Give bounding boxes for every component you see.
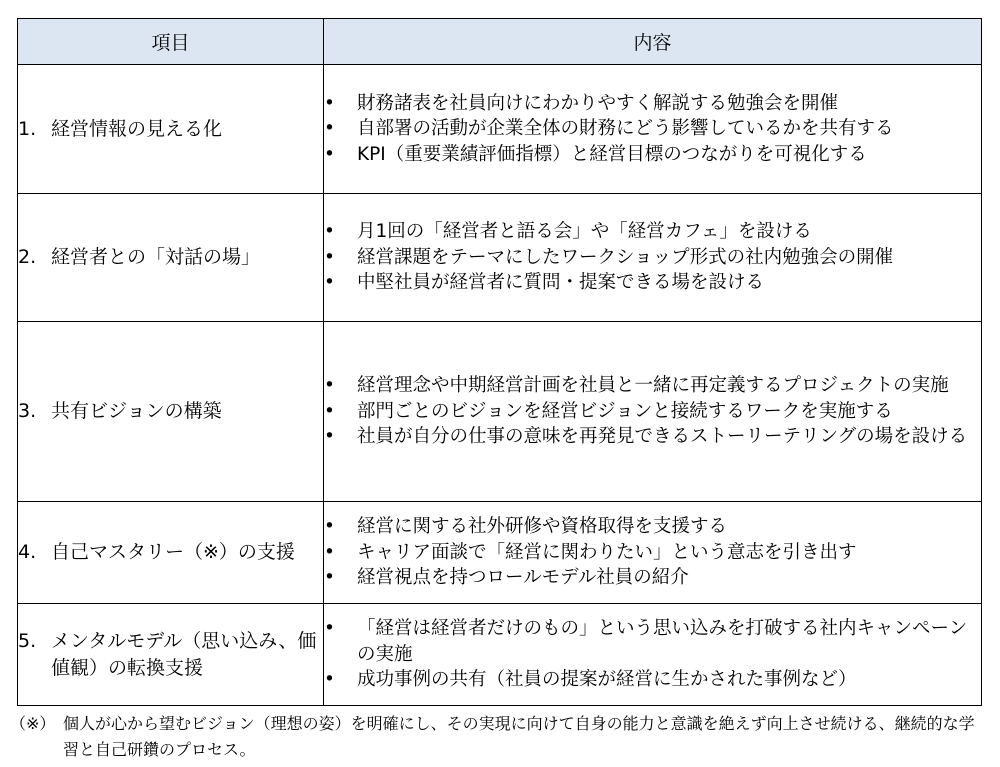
footnote-text: 個人が心から望むビジョン（理想の姿）を明確にし、その実現に向けて自身の能力と意識を絶えず向上させ続ける、継続的な学習と自己研鑽のプロセス。 bbox=[63, 714, 975, 759]
header-content: 内容 bbox=[324, 19, 982, 65]
bullet-item: • 経営視点を持つロールモデル社員の紹介 bbox=[324, 565, 981, 591]
bullet-item: • 経営に関する社外研修や資格取得を支援する bbox=[324, 514, 981, 540]
row-item: 経営者との「対話の場」 bbox=[51, 246, 261, 268]
bullet-item: • KPI（重要業績評価指標）と経営目標のつながりを可視化する bbox=[324, 142, 981, 168]
row-item: 経営情報の見える化 bbox=[51, 117, 223, 140]
table-row bbox=[18, 604, 982, 706]
row-number: 5. bbox=[18, 629, 37, 652]
bullet-item: • 財務諸表を社員向けにわかりやすく解説する勉強会を開催 bbox=[324, 91, 981, 117]
bullet-item: • 「経営は経営者だけのもの」という思い込みを打破する社内キャンペーンの実施 bbox=[324, 616, 981, 667]
bullet-item: • キャリア面談で「経営に関わりたい」という意志を引き出す bbox=[324, 540, 981, 566]
header-item: 項目 bbox=[18, 19, 324, 65]
table-row bbox=[18, 194, 982, 322]
table-row bbox=[18, 502, 982, 604]
bullet-item: • 月1回の「経営者と語る会」や「経営カフェ」を設ける bbox=[324, 219, 981, 245]
row-item: 自己マスタリー（※）の支援 bbox=[51, 541, 295, 563]
row-number: 3. bbox=[18, 400, 37, 422]
bullet-item: • 経営理念や中期経営計画を社員と一緒に再定義するプロジェクトの実施 bbox=[324, 373, 981, 399]
footnote bbox=[10, 711, 985, 763]
row-item: 共有ビジョンの構築 bbox=[51, 400, 222, 422]
row-number: 4. bbox=[18, 541, 37, 563]
measures-table bbox=[17, 18, 982, 706]
header-row bbox=[18, 19, 982, 65]
row-number: 1. bbox=[18, 117, 37, 140]
bullet-item: • 経営課題をテーマにしたワークショップ形式の社内勉強会の開催 bbox=[324, 245, 981, 271]
footnote-mark: （※） bbox=[10, 714, 56, 733]
bullet-item: • 部門ごとのビジョンを経営ビジョンと接続するワークを実施する bbox=[324, 399, 981, 425]
bullet-item: • 自部署の活動が企業全体の財務にどう影響しているかを共有する bbox=[324, 116, 981, 142]
bullet-item: • 成功事例の共有（社員の提案が経営に生かされた事例など） bbox=[324, 667, 981, 693]
table-row bbox=[18, 322, 982, 502]
table-row bbox=[18, 65, 982, 194]
bullet-item: • 社員が自分の仕事の意味を再発見できるストーリーテリングの場を設ける bbox=[324, 424, 981, 450]
row-number: 2. bbox=[18, 246, 37, 268]
row-item: メンタルモデル（思い込み、価値観）の転換支援 bbox=[51, 629, 317, 679]
bullet-item: • 中堅社員が経営者に質問・提案できる場を設ける bbox=[324, 270, 981, 296]
